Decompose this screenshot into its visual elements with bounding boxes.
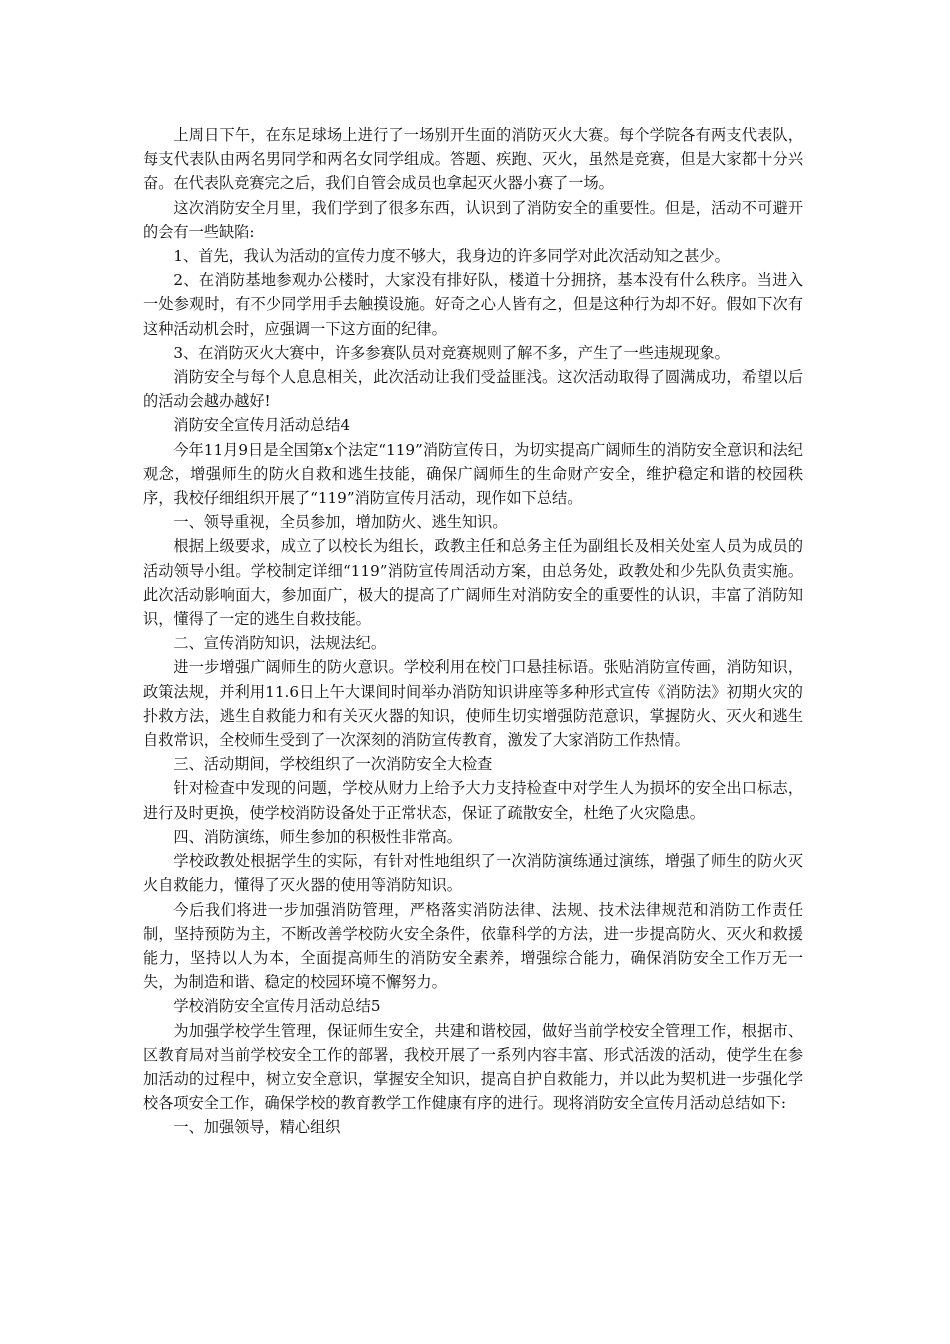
paragraph: 今后我们将进一步加强消防管理，严格落实消防法律、法规、技术法律规范和消防工作责任制，坚持预防为主，不断改善学校防火安全条件，依靠科学的方法，进一步提高防火、灭火和救援能力，坚持以人为本，全面提高师生的消防安全素养，增强综合能力，确保消防安全工作万无一失，为制造和谐、稳定的校园环境不懈努力。 [143,900,803,992]
section-title: 消防安全宣传月活动总结4 [173,416,351,435]
section-heading: 三、活动期间，学校组织了一次消防安全大检查 [173,755,493,774]
paragraph: 针对检查中发现的问题，学校从财力上给予大力支持检查中对学生人为损坏的安全出口标志，进行及时更换，使学校消防设备处于正常状态，保证了疏散安全，杜绝了火灾隐患。 [143,779,803,822]
document-body [143,123,803,1140]
paragraph: 进一步增强广阔师生的防火意识。学校利用在校门口悬挂标语。张贴消防宣传画，消防知识，政策法规，并利用11.6日上午大课间时间举办消防知识讲座等多种形式宣传《消防法》初期火灾的扑救方法，逃生自救能力和有关灭火器的知识，使师生切实增强防范意识，掌握防火、灭火和逃生自救常识，全校师生受到了一次深刻的消防宣传教育，激发了大家消防工作热情。 [143,658,803,750]
paragraph: 为加强学校学生管理，保证师生安全，共建和谐校园，做好当前学校安全管理工作，根据市、区教育局对当前学校安全工作的部署，我校开展了一系列内容丰富、形式活泼的活动，使学生在参加活动的过程中，树立安全意识，掌握安全知识，提高自护自救能力，并以此为契机进一步强化学校各项安全工作，确保学校的教育教学工作健康有序的进行。现将消防安全宣传月活动总结如下: [143,1021,803,1113]
paragraph: 学校政教处根据学生的实际，有针对性地组织了一次消防演练通过演练，增强了师生的防火灭火自救能力，懂得了灭火器的使用等消防知识。 [143,852,803,895]
section-heading: 一、领导重视，全员参加，增加防火、逃生知识。 [173,513,508,532]
paragraph: 2、在消防基地参观办公楼时，大家没有排好队，楼道十分拥挤，基本没有什么秩序。当进入一处参观时，有不少同学用手去触摸设施。好奇之心人皆有之，但是这种行为却不好。假如下次有这种活动机会时，应强调一下这方面的纪律。 [143,271,803,338]
section-heading: 一、加强领导，精心组织 [173,1118,341,1137]
paragraph: 根据上级要求，成立了以校长为组长，政教主任和总务主任为副组长及相关处室人员为成员的活动领导小组。学校制定详细“119”消防宣传周活动方案，由总务处，政教处和少先队负责实施。此次活动影响面大，参加面广，极大的提高了广阔师生对消防安全的重要性的认识，丰富了消防知识，懂得了一定的逃生自救技能。 [143,537,803,629]
paragraph: 3、在消防灭火大赛中，许多参赛队员对竞赛规则了解不多，产生了一些违规现象。 [173,343,730,362]
section-heading: 二、宣传消防知识，法规法纪。 [173,634,387,653]
section-heading: 四、消防演练，师生参加的积极性非常高。 [173,827,462,846]
paragraph: 1、首先，我认为活动的宣传力度不够大，我身边的许多同学对此次活动知之甚少。 [173,247,730,266]
paragraph: 这次消防安全月里，我们学到了很多东西，认识到了消防安全的重要性。但是，活动不可避开的会有一些缺陷: [143,198,803,241]
paragraph: 消防安全与每个人息息相关，此次活动让我们受益匪浅。这次活动取得了圆满成功，希望以后的活动会越办越好! [143,368,803,411]
section-title: 学校消防安全宣传月活动总结5 [173,997,381,1016]
paragraph: 今年11月9日是全国第x个法定“119”消防宣传日，为切实提高广阔师生的消防安全意识和法纪观念，增强师生的防火自救和逃生技能，确保广阔师生的生命财产安全，维护稳定和谐的校园秩序，我校仔细组织开展了“119”消防宣传月活动，现作如下总结。 [143,440,803,508]
paragraph: 上周日下午，在东足球场上进行了一场别开生面的消防灭火大赛。每个学院各有两支代表队，每支代表队由两名男同学和两名女同学组成。答题、疾跑、灭火，虽然是竞赛，但是大家都十分兴奋。在代表队竞赛完之后，我们自管会成员也拿起灭火器小赛了一场。 [143,126,803,193]
